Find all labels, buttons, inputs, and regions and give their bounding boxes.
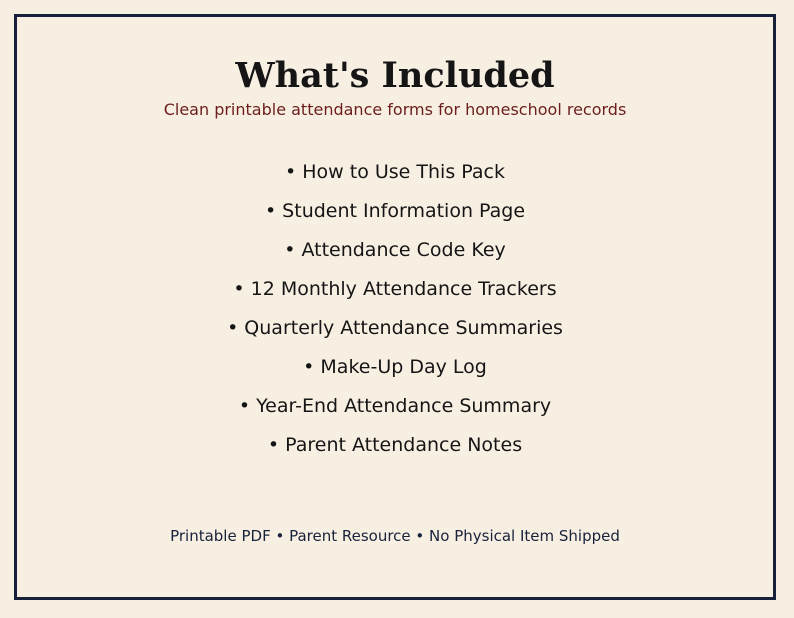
page-subtitle: Clean printable attendance forms for homeschool records: [163, 100, 627, 119]
list-item: • 12 Monthly Attendance Trackers: [233, 278, 557, 300]
list-item: • How to Use This Pack: [285, 161, 505, 183]
list-item: • Attendance Code Key: [284, 239, 506, 261]
list-item: • Quarterly Attendance Summaries: [227, 317, 563, 339]
list-item: • Year-End Attendance Summary: [238, 395, 552, 417]
list-item: • Make-Up Day Log: [303, 356, 487, 378]
included-items-list: [17, 153, 773, 465]
list-item: • Parent Attendance Notes: [267, 434, 523, 456]
page-title: What's Included: [235, 55, 555, 96]
document-frame: [14, 14, 776, 600]
list-item: • Student Information Page: [264, 200, 526, 222]
footer-note: Printable PDF • Parent Resource • No Physical Item Shipped: [170, 527, 620, 545]
